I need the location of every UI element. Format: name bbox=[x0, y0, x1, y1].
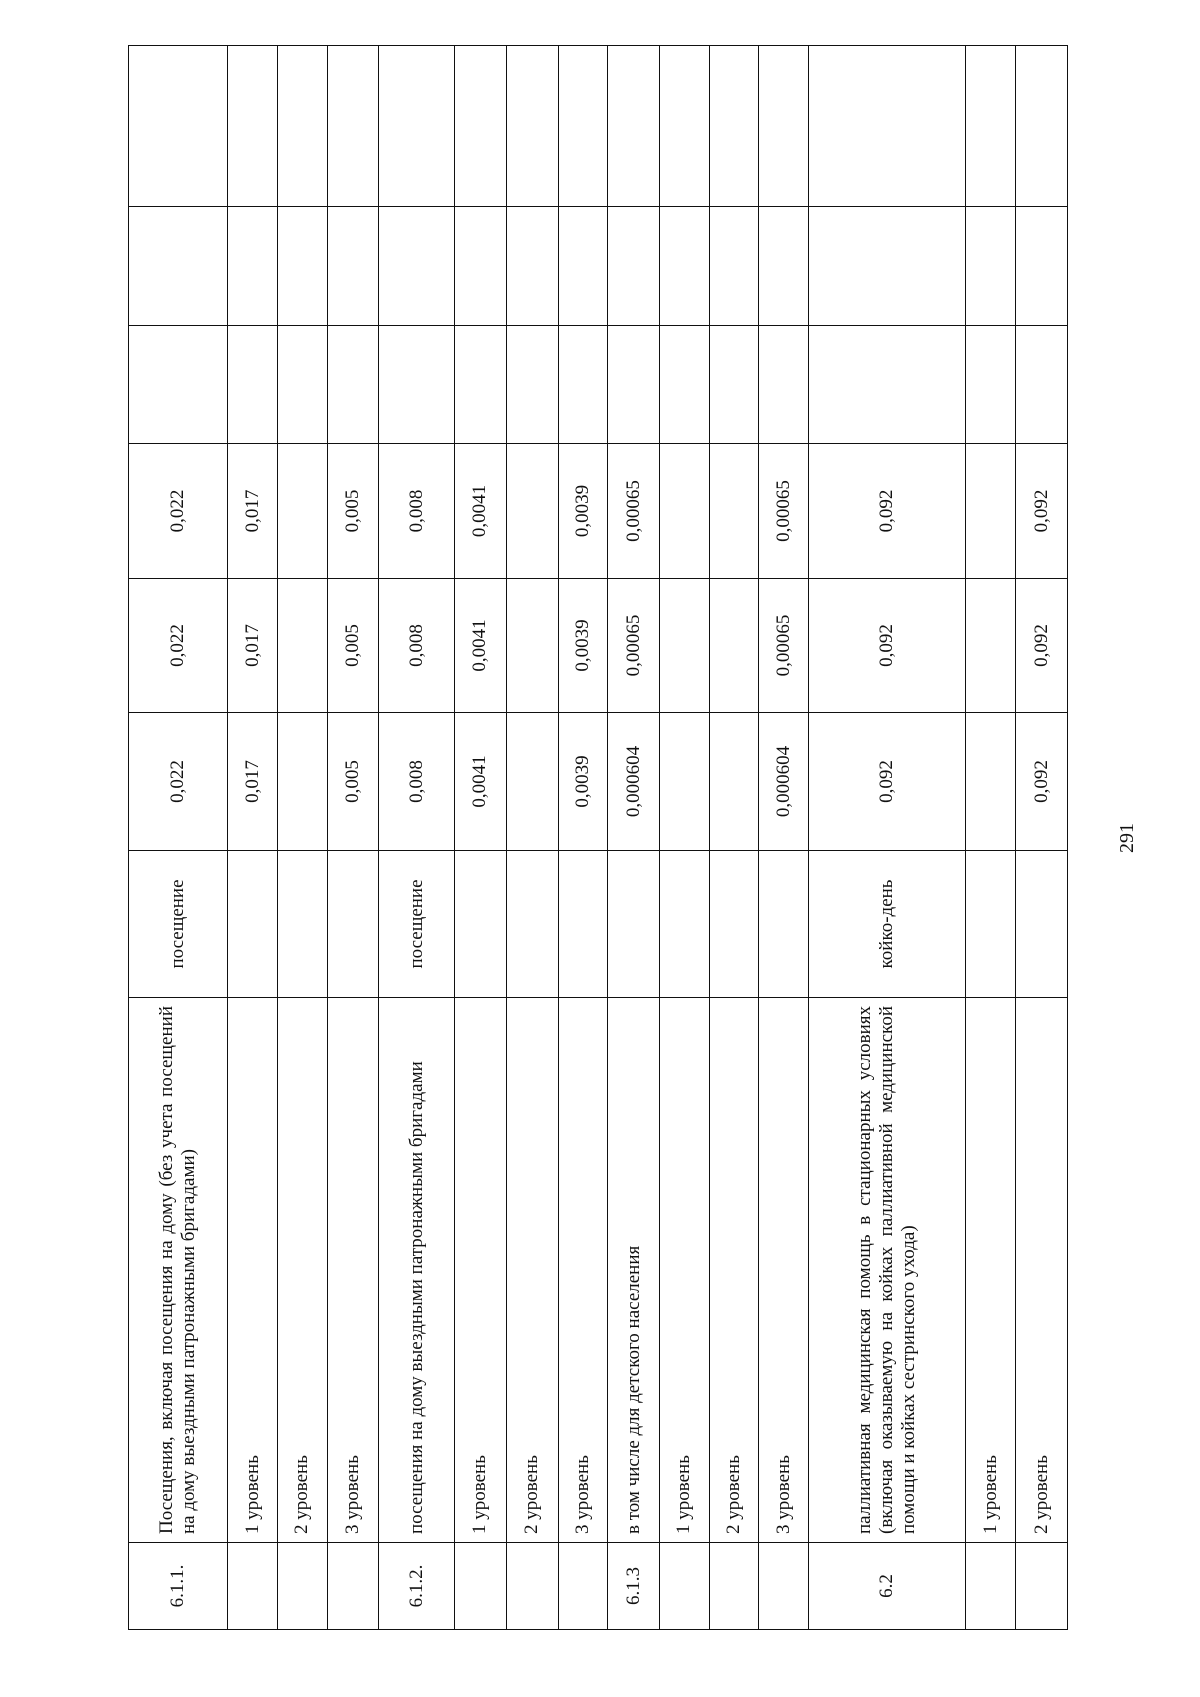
table-row bbox=[327, 46, 379, 1630]
empty-cell bbox=[129, 46, 228, 207]
rotated-table-wrapper bbox=[128, 46, 1068, 1630]
row-value-2: 0,005 bbox=[327, 579, 379, 713]
empty-cell bbox=[608, 326, 660, 444]
row-value-1: 0,022 bbox=[129, 713, 228, 851]
row-value-3: 0,0041 bbox=[454, 444, 506, 579]
row-value-3 bbox=[659, 444, 709, 579]
empty-cell bbox=[966, 46, 1016, 207]
row-value-3: 0,092 bbox=[1016, 444, 1068, 579]
row-value-2 bbox=[966, 579, 1016, 713]
row-value-1 bbox=[966, 713, 1016, 851]
row-number bbox=[966, 1543, 1016, 1630]
empty-cell bbox=[129, 326, 228, 444]
page-number: 291 bbox=[1116, 823, 1138, 853]
row-value-3 bbox=[966, 444, 1016, 579]
row-name: в том числе для детского населения bbox=[608, 998, 660, 1543]
table-row bbox=[228, 46, 278, 1630]
row-unit bbox=[454, 851, 506, 998]
row-name: 3 уровень bbox=[759, 998, 809, 1543]
row-unit bbox=[327, 851, 379, 998]
table-row bbox=[659, 46, 709, 1630]
empty-cell bbox=[129, 207, 228, 326]
empty-cell bbox=[454, 207, 506, 326]
table-row bbox=[558, 46, 608, 1630]
table-row bbox=[759, 46, 809, 1630]
row-name: 1 уровень bbox=[228, 998, 278, 1543]
table-row bbox=[506, 46, 558, 1630]
empty-cell bbox=[759, 326, 809, 444]
empty-cell bbox=[558, 207, 608, 326]
row-number: 6.1.2. bbox=[379, 1543, 455, 1630]
empty-cell bbox=[506, 46, 558, 207]
empty-cell bbox=[659, 326, 709, 444]
row-value-1 bbox=[659, 713, 709, 851]
indicators-table bbox=[128, 45, 1068, 1630]
row-value-2: 0,0041 bbox=[454, 579, 506, 713]
row-value-3 bbox=[277, 444, 327, 579]
row-value-2: 0,017 bbox=[228, 579, 278, 713]
empty-cell bbox=[709, 207, 759, 326]
row-unit bbox=[659, 851, 709, 998]
row-name: 3 уровень bbox=[558, 998, 608, 1543]
row-number bbox=[759, 1543, 809, 1630]
empty-cell bbox=[327, 326, 379, 444]
empty-cell bbox=[277, 326, 327, 444]
row-unit bbox=[966, 851, 1016, 998]
row-value-3 bbox=[709, 444, 759, 579]
empty-cell bbox=[228, 46, 278, 207]
table-row bbox=[454, 46, 506, 1630]
empty-cell bbox=[709, 46, 759, 207]
row-value-2: 0,008 bbox=[379, 579, 455, 713]
row-value-1: 0,005 bbox=[327, 713, 379, 851]
row-unit bbox=[709, 851, 759, 998]
empty-cell bbox=[1016, 46, 1068, 207]
empty-cell bbox=[1016, 326, 1068, 444]
empty-cell bbox=[966, 326, 1016, 444]
row-unit bbox=[608, 851, 660, 998]
row-value-2 bbox=[506, 579, 558, 713]
row-unit bbox=[558, 851, 608, 998]
empty-cell bbox=[1016, 207, 1068, 326]
empty-cell bbox=[454, 46, 506, 207]
row-number bbox=[327, 1543, 379, 1630]
table-row bbox=[129, 46, 228, 1630]
empty-cell bbox=[454, 326, 506, 444]
row-number bbox=[228, 1543, 278, 1630]
table-row bbox=[709, 46, 759, 1630]
empty-cell bbox=[558, 46, 608, 207]
row-number bbox=[659, 1543, 709, 1630]
row-value-2: 0,092 bbox=[808, 579, 966, 713]
empty-cell bbox=[379, 46, 455, 207]
row-number bbox=[709, 1543, 759, 1630]
row-value-3: 0,008 bbox=[379, 444, 455, 579]
row-unit: посещение bbox=[129, 851, 228, 998]
empty-cell bbox=[759, 207, 809, 326]
row-value-1 bbox=[506, 713, 558, 851]
row-name: 1 уровень bbox=[966, 998, 1016, 1543]
row-value-1: 0,0039 bbox=[558, 713, 608, 851]
row-value-1: 0,008 bbox=[379, 713, 455, 851]
row-number bbox=[558, 1543, 608, 1630]
empty-cell bbox=[808, 207, 966, 326]
empty-cell bbox=[808, 46, 966, 207]
empty-cell bbox=[966, 207, 1016, 326]
row-value-2: 0,00065 bbox=[759, 579, 809, 713]
row-name: посещения на дому выездными патронажными бригадами bbox=[379, 998, 455, 1543]
row-name: 3 уровень bbox=[327, 998, 379, 1543]
row-number: 6.1.3 bbox=[608, 1543, 660, 1630]
row-name: 1 уровень bbox=[454, 998, 506, 1543]
empty-cell bbox=[558, 326, 608, 444]
empty-cell bbox=[759, 46, 809, 207]
empty-cell bbox=[659, 46, 709, 207]
row-value-1 bbox=[277, 713, 327, 851]
empty-cell bbox=[327, 207, 379, 326]
row-value-2 bbox=[709, 579, 759, 713]
row-name: Посещения, включая посещения на дому (без учета посещений на дому выездными патронажными бригадами) bbox=[129, 998, 228, 1543]
table-body bbox=[129, 46, 1068, 1630]
row-value-2: 0,00065 bbox=[608, 579, 660, 713]
table-row bbox=[1016, 46, 1068, 1630]
row-number: 6.1.1. bbox=[129, 1543, 228, 1630]
empty-cell bbox=[379, 326, 455, 444]
row-name: 2 уровень bbox=[277, 998, 327, 1543]
row-unit: посещение bbox=[379, 851, 455, 998]
empty-cell bbox=[506, 207, 558, 326]
row-value-2: 0,092 bbox=[1016, 579, 1068, 713]
empty-cell bbox=[659, 207, 709, 326]
row-number bbox=[1016, 1543, 1068, 1630]
row-value-1: 0,092 bbox=[1016, 713, 1068, 851]
row-value-3: 0,0039 bbox=[558, 444, 608, 579]
empty-cell bbox=[277, 207, 327, 326]
row-name: 2 уровень bbox=[506, 998, 558, 1543]
empty-cell bbox=[327, 46, 379, 207]
row-value-2 bbox=[277, 579, 327, 713]
row-value-1: 0,000604 bbox=[759, 713, 809, 851]
row-value-3: 0,022 bbox=[129, 444, 228, 579]
empty-cell bbox=[228, 326, 278, 444]
row-value-2: 0,0039 bbox=[558, 579, 608, 713]
row-unit bbox=[277, 851, 327, 998]
row-name: 2 уровень bbox=[1016, 998, 1068, 1543]
row-value-1 bbox=[709, 713, 759, 851]
table-row bbox=[966, 46, 1016, 1630]
row-value-3: 0,00065 bbox=[608, 444, 660, 579]
row-number: 6.2 bbox=[808, 1543, 966, 1630]
empty-cell bbox=[506, 326, 558, 444]
empty-cell bbox=[379, 207, 455, 326]
table-row bbox=[277, 46, 327, 1630]
row-name: 1 уровень bbox=[659, 998, 709, 1543]
empty-cell bbox=[709, 326, 759, 444]
row-unit bbox=[228, 851, 278, 998]
table-row bbox=[379, 46, 455, 1630]
row-value-1: 0,0041 bbox=[454, 713, 506, 851]
row-value-2 bbox=[659, 579, 709, 713]
row-value-2: 0,022 bbox=[129, 579, 228, 713]
row-value-3: 0,017 bbox=[228, 444, 278, 579]
empty-cell bbox=[228, 207, 278, 326]
table-row bbox=[808, 46, 966, 1630]
row-value-3: 0,005 bbox=[327, 444, 379, 579]
row-unit bbox=[1016, 851, 1068, 998]
row-number bbox=[454, 1543, 506, 1630]
row-value-3: 0,092 bbox=[808, 444, 966, 579]
row-unit bbox=[759, 851, 809, 998]
row-value-1: 0,092 bbox=[808, 713, 966, 851]
empty-cell bbox=[608, 207, 660, 326]
row-value-1: 0,000604 bbox=[608, 713, 660, 851]
row-name: 2 уровень bbox=[709, 998, 759, 1543]
row-value-3 bbox=[506, 444, 558, 579]
row-name: паллиативная медицинская помощь в стационарных условиях (включая оказываемую на койках паллиативной медицинской помощи и койках сестринского ухода) bbox=[808, 998, 966, 1543]
row-value-1: 0,017 bbox=[228, 713, 278, 851]
row-number bbox=[277, 1543, 327, 1630]
empty-cell bbox=[277, 46, 327, 207]
row-value-3: 0,00065 bbox=[759, 444, 809, 579]
row-unit: койко-день bbox=[808, 851, 966, 998]
empty-cell bbox=[608, 46, 660, 207]
empty-cell bbox=[808, 326, 966, 444]
row-unit bbox=[506, 851, 558, 998]
table-row bbox=[608, 46, 660, 1630]
row-number bbox=[506, 1543, 558, 1630]
